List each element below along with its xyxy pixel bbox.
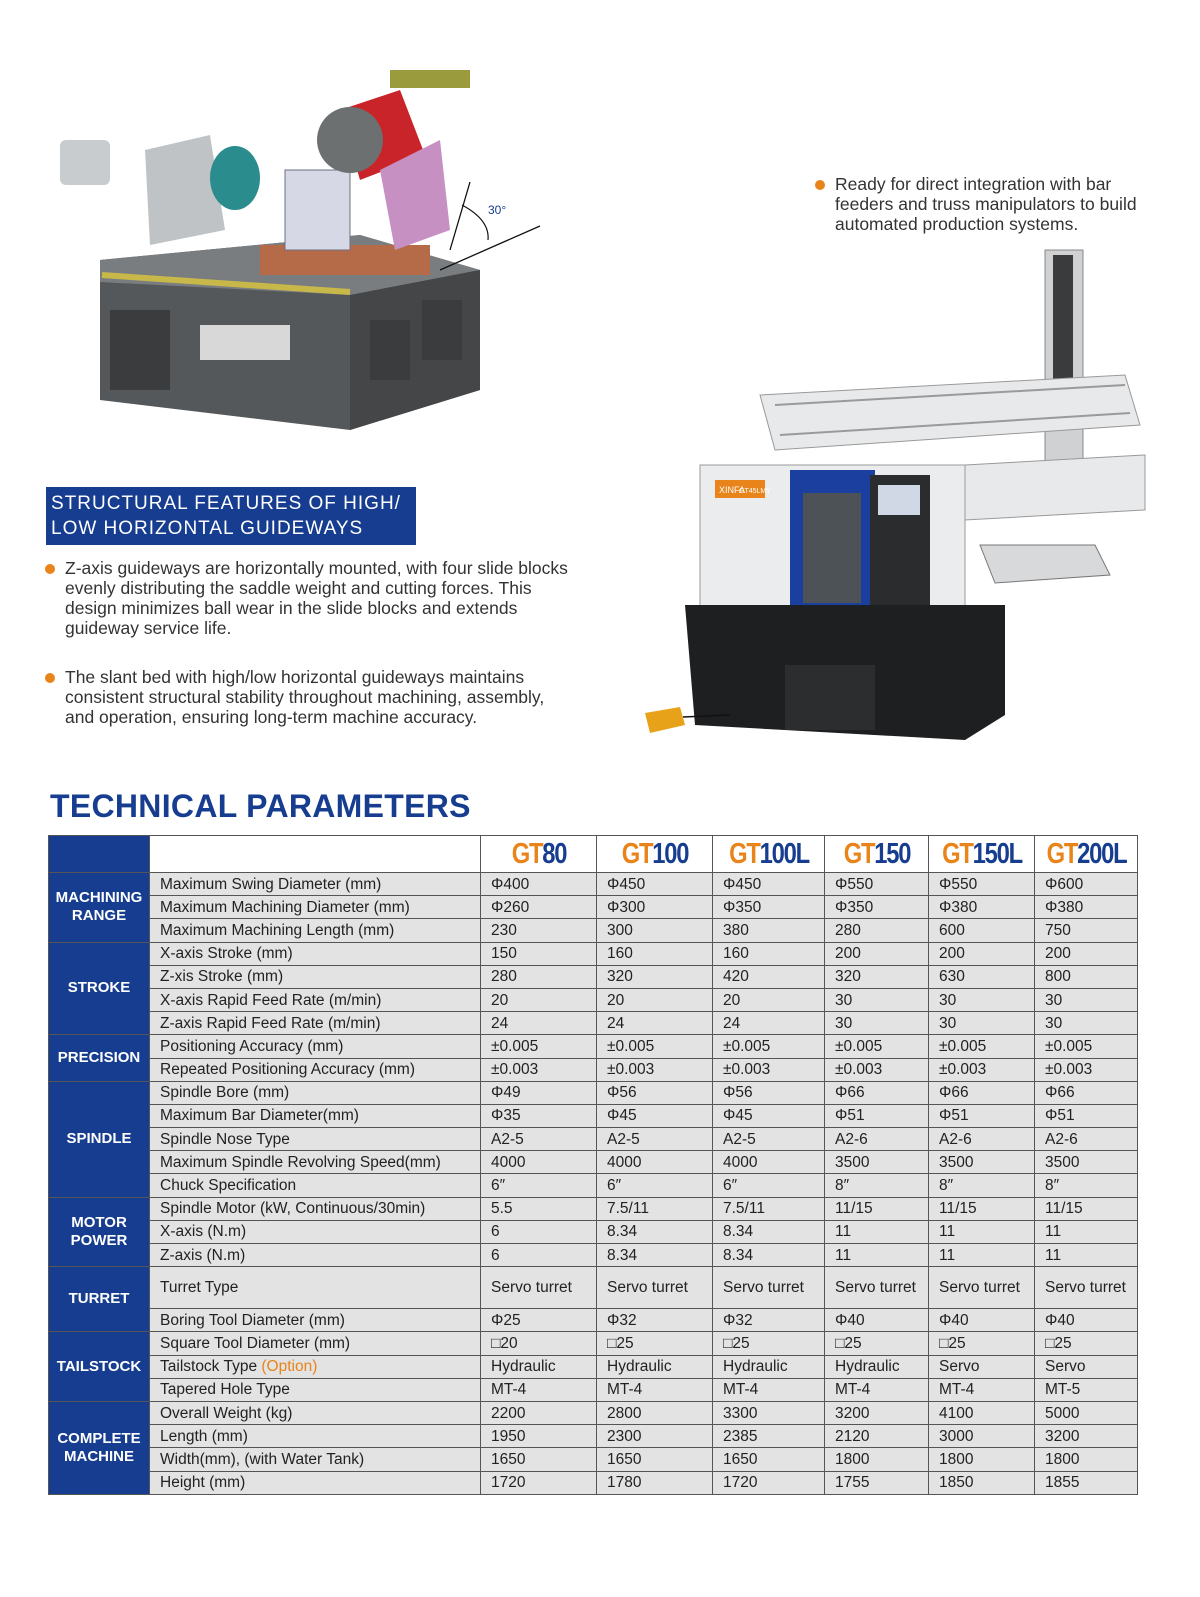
table-cell: A2-6 — [1035, 1128, 1138, 1151]
table-cell: 800 — [1035, 965, 1138, 988]
param-label: Square Tool Diameter (mm) — [150, 1332, 481, 1355]
table-cell: 30 — [1035, 988, 1138, 1011]
table-cell: 2120 — [825, 1425, 929, 1448]
table-cell: A2-6 — [929, 1128, 1035, 1151]
table-cell: 11 — [825, 1244, 929, 1267]
table-cell: Φ40 — [825, 1309, 929, 1332]
param-label: Spindle Bore (mm) — [150, 1081, 481, 1104]
table-cell: 280 — [481, 965, 597, 988]
table-cell: 3500 — [1035, 1151, 1138, 1174]
param-label: Tailstock Type (Option) — [150, 1355, 481, 1378]
table-cell: 11/15 — [1035, 1197, 1138, 1220]
table-cell: 320 — [825, 965, 929, 988]
table-row — [49, 965, 1138, 988]
param-label: Spindle Motor (kW, Continuous/30min) — [150, 1197, 481, 1220]
param-label: X-axis (N.m) — [150, 1220, 481, 1243]
table-cell: ±0.005 — [929, 1035, 1035, 1058]
table-cell: Φ66 — [929, 1081, 1035, 1104]
table-cell: Hydraulic — [597, 1355, 713, 1378]
table-cell: 30 — [825, 988, 929, 1011]
table-row — [49, 1104, 1138, 1127]
table-cell: 320 — [597, 965, 713, 988]
table-cell: ±0.003 — [713, 1058, 825, 1081]
feature-bullet — [45, 667, 570, 727]
table-cell: 30 — [825, 1012, 929, 1035]
table-cell: A2-5 — [713, 1128, 825, 1151]
integration-bullet — [815, 174, 1155, 234]
table-row — [49, 873, 1138, 896]
features-heading-line2: LOW HORIZONTAL GUIDEWAYS — [51, 518, 364, 539]
table-cell: 5.5 — [481, 1197, 597, 1220]
table-cell: 1650 — [713, 1448, 825, 1471]
table-cell: 2800 — [597, 1401, 713, 1424]
table-cell: Hydraulic — [713, 1355, 825, 1378]
table-cell: 6 — [481, 1244, 597, 1267]
model-gt150l: GT150L — [938, 836, 1025, 873]
table-row — [49, 1471, 1138, 1494]
table-cell: Φ550 — [929, 873, 1035, 896]
param-label: Z-axis (N.m) — [150, 1244, 481, 1267]
table-cell: □25 — [713, 1332, 825, 1355]
table-cell: Servo turret — [481, 1267, 597, 1309]
table-cell: 8.34 — [597, 1244, 713, 1267]
table-cell: 11/15 — [929, 1197, 1035, 1220]
table-cell: 4000 — [597, 1151, 713, 1174]
table-cell: 7.5/11 — [713, 1197, 825, 1220]
param-label: Positioning Accuracy (mm) — [150, 1035, 481, 1058]
table-cell: A2-6 — [825, 1128, 929, 1151]
table-cell: 6″ — [713, 1174, 825, 1197]
table-cell: Hydraulic — [825, 1355, 929, 1378]
param-label: Z-xis Stroke (mm) — [150, 965, 481, 988]
table-cell: □25 — [597, 1332, 713, 1355]
table-cell: 1800 — [825, 1448, 929, 1471]
table-cell: 1780 — [597, 1471, 713, 1494]
model-gt150: GT150 — [834, 836, 919, 873]
table-cell: 20 — [597, 988, 713, 1011]
table-cell: 2385 — [713, 1425, 825, 1448]
table-cell: 420 — [713, 965, 825, 988]
table-cell: 8.34 — [597, 1220, 713, 1243]
bullet-dot-icon — [45, 564, 55, 574]
table-cell: 8.34 — [713, 1244, 825, 1267]
table-cell: ±0.005 — [825, 1035, 929, 1058]
table-row — [49, 1058, 1138, 1081]
table-cell: Φ51 — [825, 1104, 929, 1127]
param-label: Boring Tool Diameter (mm) — [150, 1309, 481, 1332]
table-cell: Servo turret — [825, 1267, 929, 1309]
table-cell: 150 — [481, 942, 597, 965]
table-cell: A2-5 — [481, 1128, 597, 1151]
table-row — [49, 1035, 1138, 1058]
table-cell: 1800 — [929, 1448, 1035, 1471]
table-cell: Φ450 — [597, 873, 713, 896]
param-label: Maximum Spindle Revolving Speed(mm) — [150, 1151, 481, 1174]
param-label: Chuck Specification — [150, 1174, 481, 1197]
table-cell: MT-4 — [597, 1378, 713, 1401]
table-cell: ±0.005 — [1035, 1035, 1138, 1058]
table-row — [49, 1267, 1138, 1309]
table-cell: 1800 — [1035, 1448, 1138, 1471]
table-cell: 20 — [713, 988, 825, 1011]
table-cell: 230 — [481, 919, 597, 942]
table-cell: 20 — [481, 988, 597, 1011]
table-row — [49, 1309, 1138, 1332]
table-cell: 200 — [1035, 942, 1138, 965]
group-tailstock: TAILSTOCK — [49, 1332, 150, 1402]
table-row — [49, 988, 1138, 1011]
table-cell: 6″ — [481, 1174, 597, 1197]
table-cell: Φ45 — [713, 1104, 825, 1127]
table-cell: Φ350 — [825, 896, 929, 919]
table-row — [49, 1378, 1138, 1401]
table-cell: 1950 — [481, 1425, 597, 1448]
param-label: Repeated Positioning Accuracy (mm) — [150, 1058, 481, 1081]
table-row — [49, 1448, 1138, 1471]
table-cell: Φ260 — [481, 896, 597, 919]
table-cell: 4100 — [929, 1401, 1035, 1424]
param-label: Overall Weight (kg) — [150, 1401, 481, 1424]
table-cell: Servo turret — [929, 1267, 1035, 1309]
integration-text: Ready for direct integration with bar feeders and truss manipulators to build automated production systems. — [835, 174, 1137, 234]
table-cell: Φ49 — [481, 1081, 597, 1104]
feature-bullet — [45, 558, 570, 638]
table-cell: MT-5 — [1035, 1378, 1138, 1401]
table-cell: Servo — [1035, 1355, 1138, 1378]
table-cell: MT-4 — [713, 1378, 825, 1401]
table-cell: 1855 — [1035, 1471, 1138, 1494]
table-cell: 300 — [597, 919, 713, 942]
group-machining-range: MACHINING RANGE — [49, 873, 150, 943]
table-cell: Servo — [929, 1355, 1035, 1378]
table-cell: 200 — [825, 942, 929, 965]
table-cell: Φ66 — [825, 1081, 929, 1104]
table-cell: □20 — [481, 1332, 597, 1355]
param-label: X-axis Stroke (mm) — [150, 942, 481, 965]
table-cell: 24 — [481, 1012, 597, 1035]
table-cell: Servo turret — [597, 1267, 713, 1309]
table-cell: Φ25 — [481, 1309, 597, 1332]
table-row — [49, 1012, 1138, 1035]
table-row — [49, 1174, 1138, 1197]
table-cell: 11 — [1035, 1244, 1138, 1267]
table-cell: 380 — [713, 919, 825, 942]
table-row — [49, 1425, 1138, 1448]
tech-params-table — [48, 835, 1138, 1495]
model-gt100: GT100 — [607, 836, 702, 873]
table-cell: 630 — [929, 965, 1035, 988]
table-cell: 3200 — [1035, 1425, 1138, 1448]
table-cell: 5000 — [1035, 1401, 1138, 1424]
table-cell: ±0.003 — [1035, 1058, 1138, 1081]
table-cell: 200 — [929, 942, 1035, 965]
table-cell: 11 — [825, 1220, 929, 1243]
table-cell: 24 — [597, 1012, 713, 1035]
table-cell: 30 — [929, 988, 1035, 1011]
table-cell: Φ56 — [713, 1081, 825, 1104]
table-row — [49, 1128, 1138, 1151]
table-cell: 8″ — [1035, 1174, 1138, 1197]
table-cell: 11/15 — [825, 1197, 929, 1220]
table-row — [49, 1197, 1138, 1220]
table-cell: MT-4 — [825, 1378, 929, 1401]
angle-label: 30° — [488, 203, 507, 217]
table-cell: A2-5 — [597, 1128, 713, 1151]
feature-text: The slant bed with high/low horizontal guideways maintains consistent structural stability throughout machining, assembly, and operation, ensuring long-term machine accuracy. — [65, 667, 545, 727]
machine-with-manipulator-photo — [635, 245, 1160, 755]
table-cell: 30 — [929, 1012, 1035, 1035]
table-cell: 1650 — [481, 1448, 597, 1471]
table-cell: Servo turret — [713, 1267, 825, 1309]
table-cell: 1850 — [929, 1471, 1035, 1494]
table-cell: Φ32 — [597, 1309, 713, 1332]
param-label: Maximum Bar Diameter(mm) — [150, 1104, 481, 1127]
table-cell: 8″ — [929, 1174, 1035, 1197]
table-cell: 3200 — [825, 1401, 929, 1424]
table-cell: 3300 — [713, 1401, 825, 1424]
table-cell: 8.34 — [713, 1220, 825, 1243]
table-cell: Φ40 — [929, 1309, 1035, 1332]
param-label: Maximum Swing Diameter (mm) — [150, 873, 481, 896]
group-complete-machine: COMPLETE MACHINE — [49, 1401, 150, 1494]
bullet-dot-icon — [815, 180, 825, 190]
param-label: Z-axis Rapid Feed Rate (m/min) — [150, 1012, 481, 1035]
group-motor-power: MOTOR POWER — [49, 1197, 150, 1267]
table-cell: Φ56 — [597, 1081, 713, 1104]
param-label: Maximum Machining Length (mm) — [150, 919, 481, 942]
table-cell: 1650 — [597, 1448, 713, 1471]
param-label: Spindle Nose Type — [150, 1128, 481, 1151]
table-cell: 4000 — [481, 1151, 597, 1174]
model-gt80: GT80 — [491, 836, 586, 873]
table-cell: Φ51 — [1035, 1104, 1138, 1127]
param-label: Length (mm) — [150, 1425, 481, 1448]
table-cell: □25 — [1035, 1332, 1138, 1355]
feature-text: Z-axis guideways are horizontally mounted, with four slide blocks evenly distributing the saddle weight and cutting forces. This design minimizes ball wear in the slide blocks and extends guideway service life. — [65, 558, 568, 638]
param-label: Tapered Hole Type — [150, 1378, 481, 1401]
table-cell: 3000 — [929, 1425, 1035, 1448]
param-label: Width(mm), (with Water Tank) — [150, 1448, 481, 1471]
tech-params-title: TECHNICAL PARAMETERS — [50, 788, 471, 824]
table-cell: 1720 — [713, 1471, 825, 1494]
table-row — [49, 1151, 1138, 1174]
table-row — [49, 1401, 1138, 1424]
model-gt200l: GT200L — [1044, 836, 1128, 873]
table-cell: 2300 — [597, 1425, 713, 1448]
table-cell: ±0.005 — [713, 1035, 825, 1058]
table-cell: ±0.003 — [929, 1058, 1035, 1081]
table-cell: Φ550 — [825, 873, 929, 896]
table-row — [49, 942, 1138, 965]
table-cell: MT-4 — [481, 1378, 597, 1401]
table-cell: 3500 — [929, 1151, 1035, 1174]
table-row — [49, 1332, 1138, 1355]
table-cell: Φ45 — [597, 1104, 713, 1127]
table-cell: 280 — [825, 919, 929, 942]
table-cell: ±0.005 — [597, 1035, 713, 1058]
photo-model-label: GT45LMY — [739, 488, 771, 495]
table-cell: Φ35 — [481, 1104, 597, 1127]
table-cell: Φ350 — [713, 896, 825, 919]
table-cell: 6″ — [597, 1174, 713, 1197]
table-cell: ±0.003 — [825, 1058, 929, 1081]
table-cell: 600 — [929, 919, 1035, 942]
table-row — [49, 919, 1138, 942]
table-cell: Φ66 — [1035, 1081, 1138, 1104]
table-cell: MT-4 — [929, 1378, 1035, 1401]
features-heading — [46, 487, 416, 545]
table-cell: 11 — [929, 1220, 1035, 1243]
slant-bed-drawing — [50, 60, 550, 440]
photo-brand-label: XINFA — [719, 485, 746, 495]
table-cell: 24 — [713, 1012, 825, 1035]
table-row — [49, 1355, 1138, 1378]
features-heading-line1: STRUCTURAL FEATURES OF HIGH/ — [51, 493, 401, 514]
table-cell: 160 — [713, 942, 825, 965]
table-cell: Φ600 — [1035, 873, 1138, 896]
table-cell: 1720 — [481, 1471, 597, 1494]
table-row — [49, 1244, 1138, 1267]
param-label: Maximum Machining Diameter (mm) — [150, 896, 481, 919]
param-label: X-axis Rapid Feed Rate (m/min) — [150, 988, 481, 1011]
table-cell: 6 — [481, 1220, 597, 1243]
table-cell: 30 — [1035, 1012, 1138, 1035]
table-cell: 11 — [1035, 1220, 1138, 1243]
table-cell: Φ450 — [713, 873, 825, 896]
table-cell: Φ400 — [481, 873, 597, 896]
option-note: (Option) — [261, 1358, 318, 1376]
table-cell: ±0.003 — [597, 1058, 713, 1081]
param-label: Height (mm) — [150, 1471, 481, 1494]
table-cell: 8″ — [825, 1174, 929, 1197]
table-cell: 11 — [929, 1244, 1035, 1267]
group-spindle: SPINDLE — [49, 1081, 150, 1197]
table-cell: 2200 — [481, 1401, 597, 1424]
table-cell: ±0.005 — [481, 1035, 597, 1058]
table-cell: 7.5/11 — [597, 1197, 713, 1220]
table-cell: 160 — [597, 942, 713, 965]
param-label: Turret Type — [150, 1267, 481, 1309]
table-cell: Φ40 — [1035, 1309, 1138, 1332]
table-cell: 4000 — [713, 1151, 825, 1174]
table-cell: Φ51 — [929, 1104, 1035, 1127]
model-gt100l: GT100L — [723, 836, 815, 873]
table-cell: □25 — [825, 1332, 929, 1355]
bullet-dot-icon — [45, 673, 55, 683]
table-cell: □25 — [929, 1332, 1035, 1355]
table-cell: 750 — [1035, 919, 1138, 942]
table-cell: 3500 — [825, 1151, 929, 1174]
header-blank — [150, 836, 481, 873]
table-header-row — [49, 836, 1138, 873]
table-cell: Φ380 — [929, 896, 1035, 919]
table-cell: 1755 — [825, 1471, 929, 1494]
group-stroke: STROKE — [49, 942, 150, 1035]
table-row — [49, 1081, 1138, 1104]
table-cell: Φ380 — [1035, 896, 1138, 919]
table-cell: ±0.003 — [481, 1058, 597, 1081]
header-corner — [49, 836, 150, 873]
table-cell: Φ300 — [597, 896, 713, 919]
group-precision: PRECISION — [49, 1035, 150, 1081]
table-cell: Servo turret — [1035, 1267, 1138, 1309]
group-turret: TURRET — [49, 1267, 150, 1332]
table-cell: Hydraulic — [481, 1355, 597, 1378]
table-cell: Φ32 — [713, 1309, 825, 1332]
table-row — [49, 1220, 1138, 1243]
table-row — [49, 896, 1138, 919]
